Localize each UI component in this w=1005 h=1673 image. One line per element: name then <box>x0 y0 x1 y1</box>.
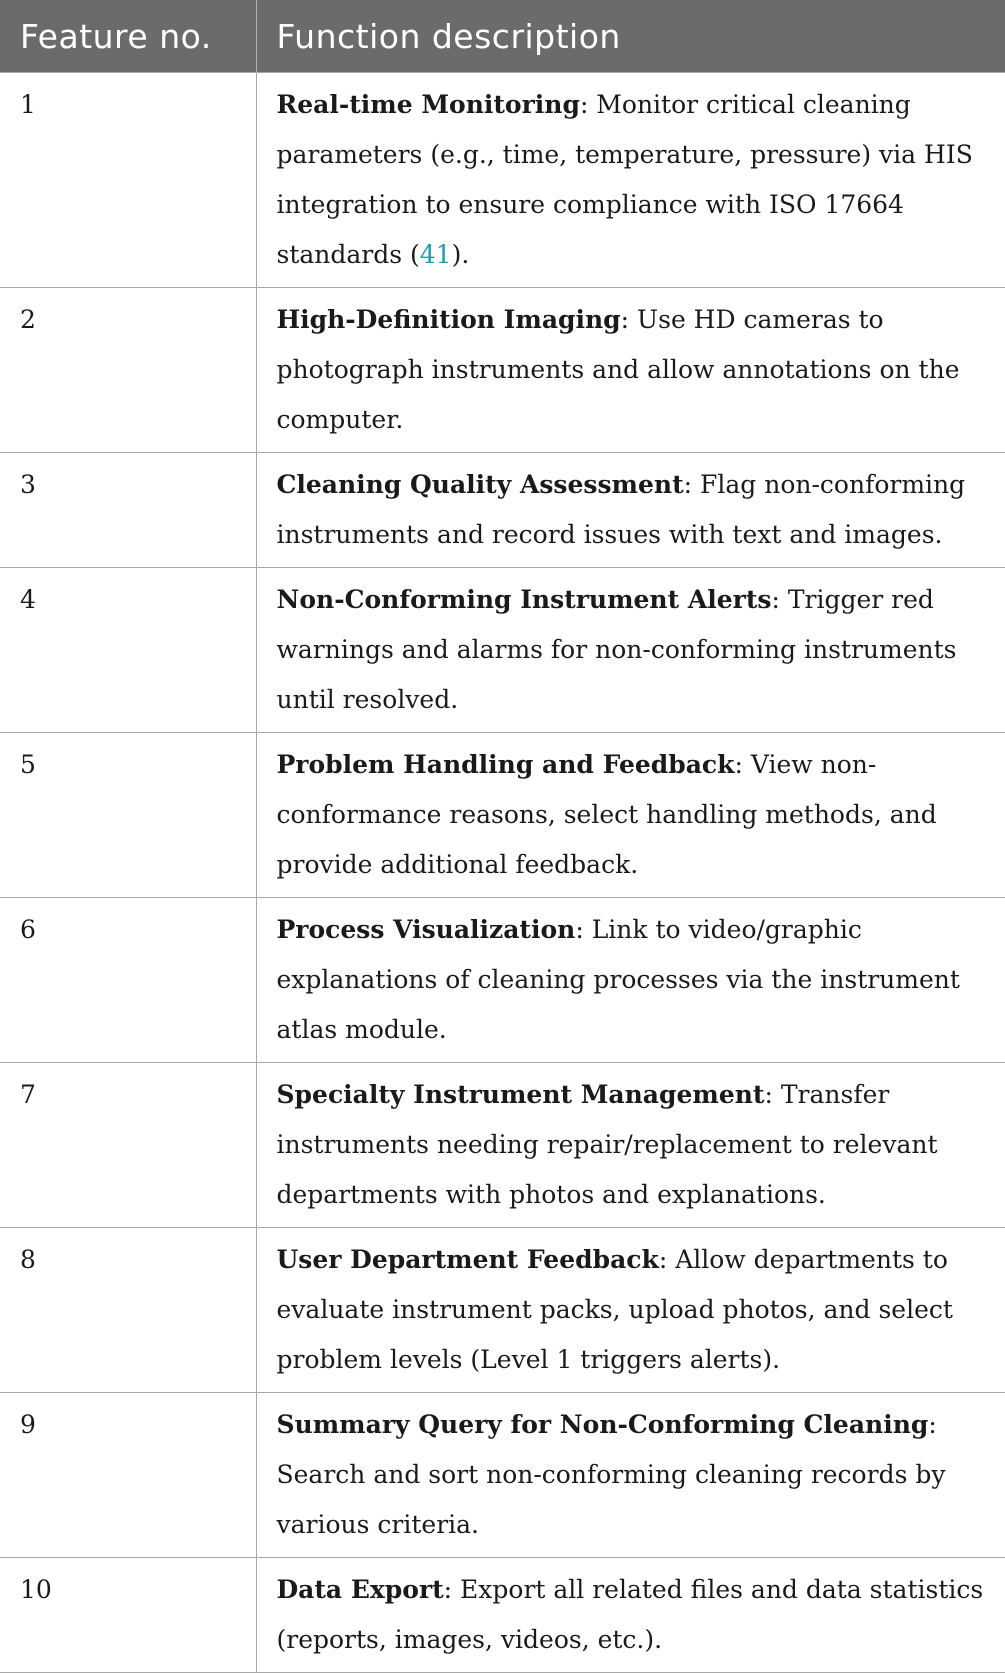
function-description <box>256 1228 1005 1393</box>
header-function-description: Function description <box>256 0 1005 73</box>
description-text: : Trigger red warnings and alarms for non-conforming instruments until resolved. <box>276 585 957 714</box>
table-row <box>0 1393 1005 1558</box>
description-text: : Flag non-conforming instruments and record issues with text and images. <box>276 470 966 549</box>
function-description <box>256 898 1005 1063</box>
feature-name: User Department Feedback <box>276 1245 659 1274</box>
feature-name: Process Visualization <box>276 915 576 944</box>
table-header-row <box>0 0 1005 73</box>
feature-number: 1 <box>0 73 256 288</box>
table-row <box>0 1228 1005 1393</box>
header-feature-no: Feature no. <box>0 0 256 73</box>
feature-number: 7 <box>0 1063 256 1228</box>
table-row <box>0 733 1005 898</box>
reference-link[interactable]: 41 <box>419 240 452 269</box>
table-row <box>0 288 1005 453</box>
table-row <box>0 898 1005 1063</box>
table-row <box>0 453 1005 568</box>
function-description <box>256 733 1005 898</box>
function-description <box>256 568 1005 733</box>
function-description <box>256 1063 1005 1228</box>
description-text: : Transfer instruments needing repair/replacement to relevant departments with photos and explanations. <box>276 1080 938 1209</box>
feature-number: 4 <box>0 568 256 733</box>
feature-name: Cleaning Quality Assessment <box>276 470 684 499</box>
feature-number: 5 <box>0 733 256 898</box>
feature-number: 8 <box>0 1228 256 1393</box>
feature-name: Non-Conforming Instrument Alerts <box>276 585 772 614</box>
table-row <box>0 568 1005 733</box>
feature-number: 9 <box>0 1393 256 1558</box>
feature-number: 3 <box>0 453 256 568</box>
description-text: : Allow departments to evaluate instrument packs, upload photos, and select problem levels (Level 1 triggers alerts). <box>276 1245 953 1374</box>
table-row <box>0 73 1005 288</box>
feature-number: 2 <box>0 288 256 453</box>
description-text: : Monitor critical cleaning parameters (e.g., time, temperature, pressure) via HIS integration to ensure compliance with ISO 17664 standards ( <box>276 90 973 269</box>
description-text: : Export all related files and data statistics (reports, images, videos, etc.). <box>276 1575 984 1654</box>
feature-name: Real-time Monitoring <box>276 90 580 119</box>
function-description <box>256 1558 1005 1673</box>
description-text: : Search and sort non-conforming cleaning records by various criteria. <box>276 1410 946 1539</box>
feature-number: 10 <box>0 1558 256 1673</box>
feature-name: Summary Query for Non-Conforming Cleaning <box>276 1410 929 1439</box>
feature-number: 6 <box>0 898 256 1063</box>
table-row <box>0 1063 1005 1228</box>
feature-name: Specialty Instrument Management <box>276 1080 765 1109</box>
description-text: : View non-conformance reasons, select handling methods, and provide additional feedback. <box>276 750 937 879</box>
function-description <box>256 73 1005 288</box>
feature-name: Data Export <box>276 1575 444 1604</box>
feature-name: Problem Handling and Feedback <box>276 750 735 779</box>
description-text: : Link to video/graphic explanations of cleaning processes via the instrument atlas module. <box>276 915 960 1044</box>
function-description <box>256 1393 1005 1558</box>
description-text: : Use HD cameras to photograph instruments and allow annotations on the computer. <box>276 305 960 434</box>
feature-name: High-Definition Imaging <box>276 305 621 334</box>
description-text-end: ). <box>451 240 470 269</box>
table-row <box>0 1558 1005 1673</box>
function-description <box>256 453 1005 568</box>
function-description <box>256 288 1005 453</box>
